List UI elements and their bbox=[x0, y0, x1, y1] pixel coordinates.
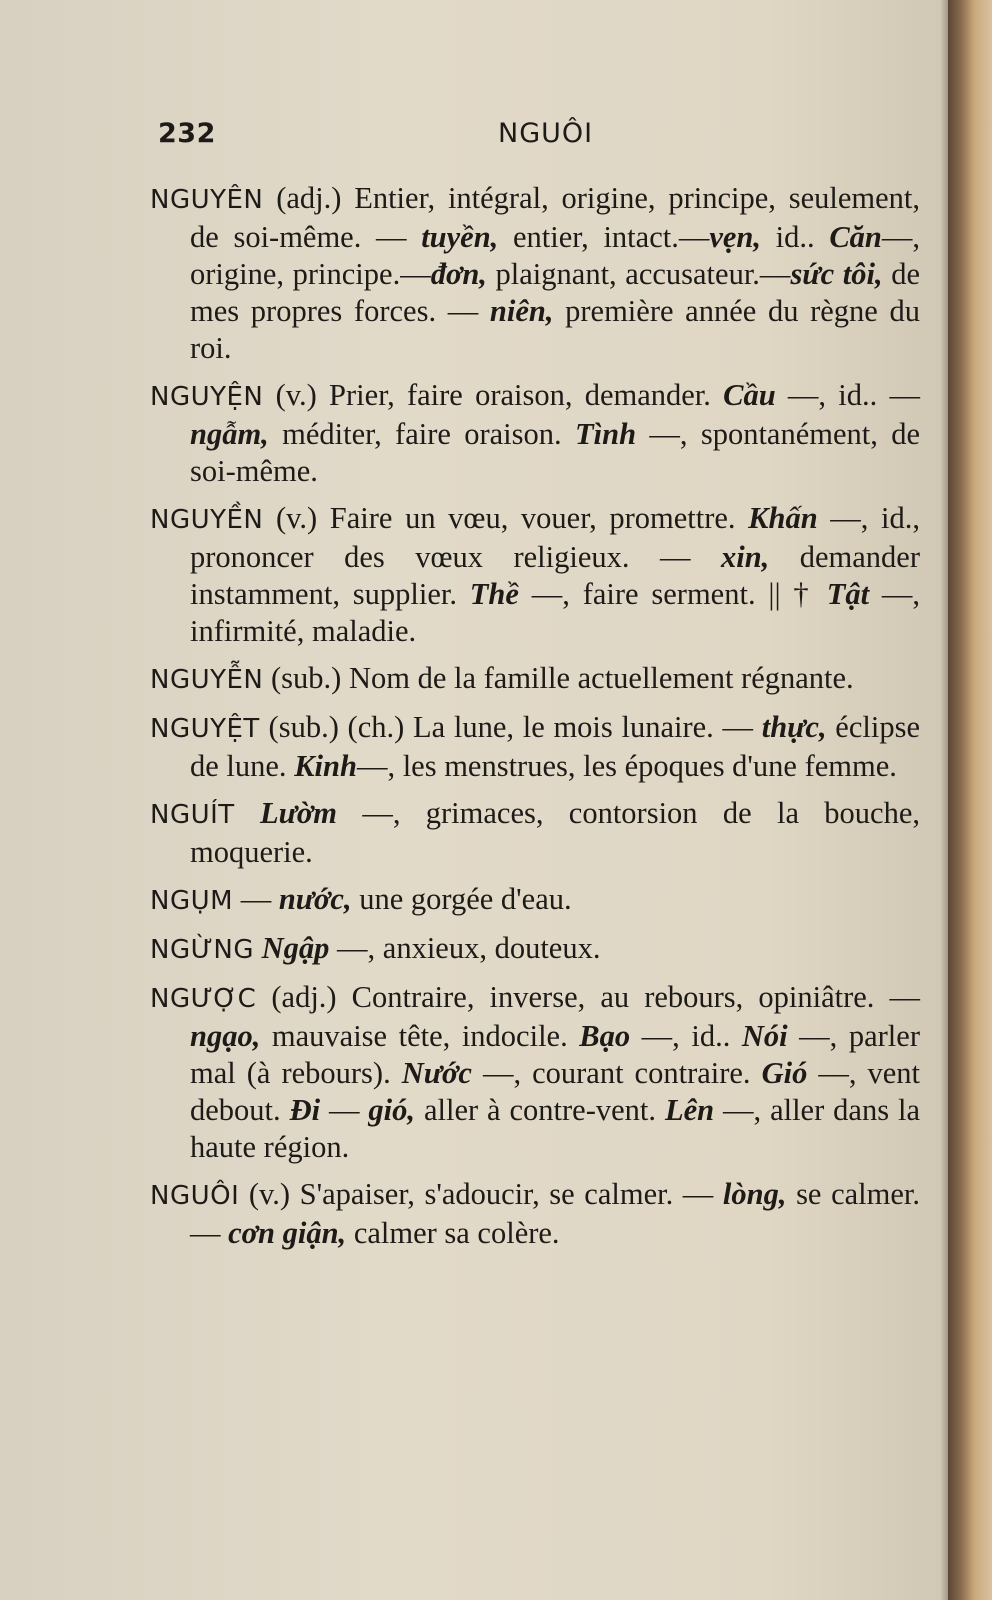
dictionary-entry bbox=[150, 709, 920, 785]
entry-definition-text: mauvaise tête, indocile. bbox=[260, 1019, 580, 1053]
entry-definition-text: —, spontanément, de soi-même. bbox=[190, 417, 920, 488]
entry-definition-text: aller à contre-vent. bbox=[415, 1093, 665, 1127]
dictionary-entry bbox=[150, 930, 920, 969]
entry-definition-text: (v.) S'apaiser, s'adoucir, se calmer. — bbox=[239, 1177, 723, 1211]
entry-vietnamese-term: ngạo, bbox=[190, 1019, 261, 1053]
entry-definition-text: demander instamment, supplier. bbox=[190, 540, 920, 611]
entry-vietnamese-term: Gió bbox=[761, 1056, 808, 1090]
entry-definition-text: (v.) Faire un vœu, vouer, promettre. bbox=[263, 501, 749, 535]
entry-vietnamese-term: cơn giận, bbox=[228, 1216, 347, 1250]
entry-vietnamese-term: Nói bbox=[741, 1019, 788, 1053]
entry-headword: NGUÍT bbox=[150, 800, 235, 830]
entry-definition-text: —, faire serment. || † bbox=[518, 577, 827, 611]
entry-definition-text: une gorgée d'eau. bbox=[351, 882, 572, 916]
entry-definition-text: —, anxieux, douteux. bbox=[329, 931, 601, 965]
dictionary-entry bbox=[150, 500, 920, 650]
entry-vietnamese-term: ngẫm, bbox=[190, 417, 269, 451]
entry-definition-text: se calmer. — bbox=[190, 1177, 920, 1250]
entry-definition-text: méditer, faire oraison. bbox=[268, 417, 575, 451]
dictionary-entries bbox=[150, 180, 920, 1262]
dictionary-entry bbox=[150, 979, 920, 1166]
book-binding bbox=[948, 0, 992, 1600]
entry-definition-text: —, origine, principe.— bbox=[190, 220, 920, 291]
entry-headword: NGUYỀN bbox=[150, 505, 264, 535]
page-number: 232 bbox=[158, 118, 216, 149]
entry-definition-text: —, courant contraire. bbox=[471, 1056, 762, 1090]
entry-definition-text: calmer sa colère. bbox=[346, 1216, 560, 1250]
entry-vietnamese-term: Tật bbox=[826, 577, 870, 611]
entry-definition-text: entier, intact.— bbox=[498, 220, 710, 254]
entry-vietnamese-term: Cầu bbox=[723, 378, 776, 412]
entry-definition-text: id.. bbox=[761, 220, 830, 254]
entry-vietnamese-term: xin, bbox=[720, 540, 770, 574]
entry-definition-text: —, parler mal (à rebours). bbox=[190, 1019, 920, 1090]
entry-vietnamese-term: Ngập bbox=[261, 931, 330, 965]
entry-definition-text: première année du règne du roi. bbox=[190, 294, 921, 365]
entry-definition-text: —, id.. bbox=[630, 1019, 742, 1053]
dictionary-entry bbox=[150, 1176, 920, 1252]
entry-definition-text: éclipse de lune. bbox=[190, 710, 920, 783]
entry-definition-text: — bbox=[233, 882, 279, 916]
dictionary-entry bbox=[150, 660, 920, 699]
entry-definition-text: (sub.) Nom de la famille actuellement régnante. bbox=[263, 661, 854, 695]
entry-vietnamese-term: tuyền, bbox=[421, 220, 499, 254]
entry-vietnamese-term: Kinh bbox=[294, 749, 357, 783]
entry-headword: NGƯỢC bbox=[150, 984, 257, 1014]
entry-vietnamese-term: Căn bbox=[829, 220, 882, 254]
dictionary-entry bbox=[150, 377, 920, 490]
entry-definition-text: —, id., prononcer des vœux religieux. — bbox=[190, 501, 920, 574]
entry-headword: NGUYỆN bbox=[150, 382, 264, 412]
entry-vietnamese-term: nước, bbox=[278, 882, 352, 916]
entry-vietnamese-term: Bạo bbox=[579, 1019, 631, 1053]
entry-vietnamese-term: Thề bbox=[469, 577, 519, 611]
entry-vietnamese-term: niên, bbox=[489, 294, 554, 328]
entry-definition-text: —, aller dans la haute région. bbox=[190, 1093, 921, 1164]
entry-definition-text: — bbox=[320, 1093, 369, 1127]
entry-definition-text: de mes propres forces. — bbox=[190, 257, 920, 328]
entry-definition-text: (adj.) Contraire, inverse, au rebours, opiniâtre. — bbox=[256, 980, 920, 1014]
entry-vietnamese-term: Tình bbox=[575, 417, 637, 451]
entry-headword: NGUYỆT bbox=[150, 714, 260, 744]
entry-vietnamese-term: gió, bbox=[368, 1093, 416, 1127]
entry-vietnamese-term: Lườm bbox=[260, 796, 338, 830]
dictionary-entry bbox=[150, 881, 920, 920]
entry-definition-text: —, grimaces, contorsion de la bouche, moquerie. bbox=[190, 796, 920, 869]
entry-definition-text: (adj.) Entier, intégral, origine, principe, seulement, de soi-même. — bbox=[190, 181, 920, 254]
entry-definition-text: (sub.) (ch.) La lune, le mois lunaire. — bbox=[259, 710, 762, 744]
entry-definition-text: —, vent debout. bbox=[190, 1056, 920, 1127]
entry-vietnamese-term: Đi bbox=[289, 1093, 321, 1127]
entry-definition-text bbox=[254, 931, 262, 965]
entry-headword: NGỤM bbox=[150, 886, 234, 916]
entry-vietnamese-term: đơn, bbox=[430, 257, 487, 291]
entry-headword: NGUYỄN bbox=[150, 665, 264, 695]
page-header bbox=[158, 118, 598, 158]
dictionary-entry bbox=[150, 795, 920, 871]
entry-definition-text: —, infirmité, maladie. bbox=[190, 577, 921, 648]
entry-definition-text: —, id.. — bbox=[775, 378, 920, 412]
entry-headword: NGỪNG bbox=[150, 935, 254, 965]
entry-vietnamese-term: Nước bbox=[401, 1056, 472, 1090]
entry-vietnamese-term: thực, bbox=[761, 710, 827, 744]
entry-definition-text: plaignant, accusateur.— bbox=[486, 257, 791, 291]
entry-definition-text bbox=[235, 796, 260, 830]
entry-vietnamese-term: lòng, bbox=[722, 1177, 787, 1211]
entry-vietnamese-term: vẹn, bbox=[709, 220, 761, 254]
entry-vietnamese-term: Khấn bbox=[748, 501, 818, 535]
dictionary-entry bbox=[150, 180, 920, 367]
entry-headword: NGUÔI bbox=[150, 1181, 240, 1211]
entry-headword: NGUYÊN bbox=[150, 185, 264, 215]
running-head: NGUÔI bbox=[498, 118, 594, 149]
entry-definition-text: (v.) Prier, faire oraison, demander. bbox=[263, 378, 724, 412]
entry-vietnamese-term: Lên bbox=[664, 1093, 715, 1127]
entry-definition-text: —, les menstrues, les époques d'une femme. bbox=[356, 749, 897, 783]
entry-vietnamese-term: sức tôi, bbox=[790, 257, 883, 291]
